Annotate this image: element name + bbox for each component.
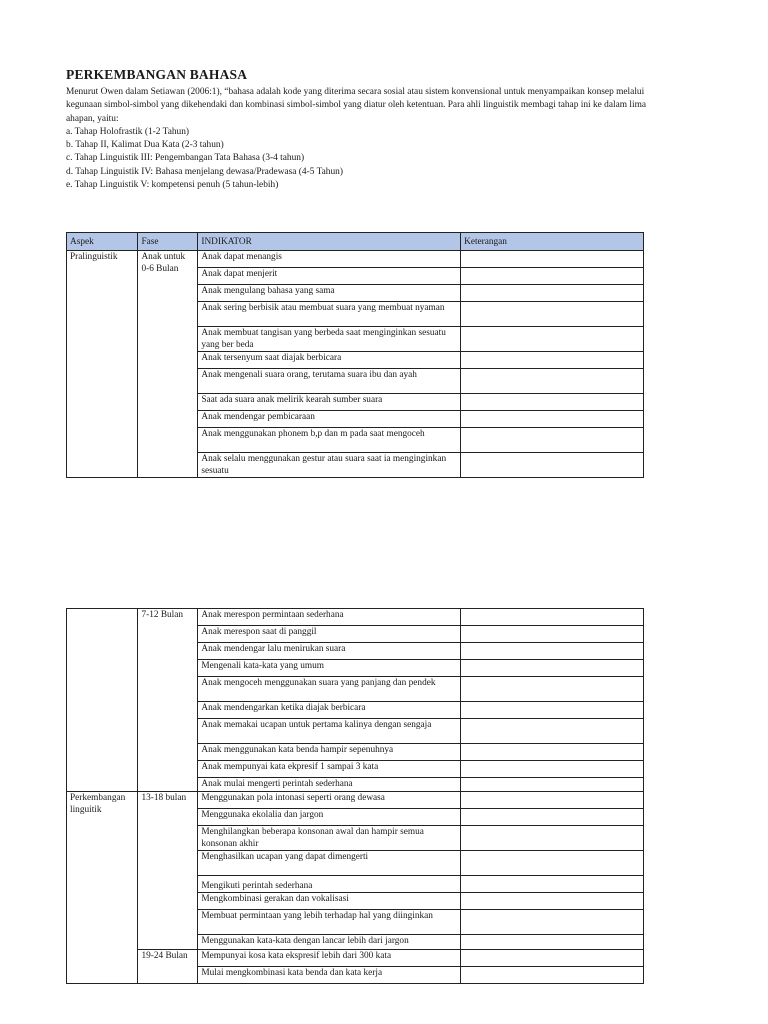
keterangan-cell[interactable] [461,394,644,411]
keterangan-cell[interactable] [461,453,644,478]
keterangan-cell[interactable] [461,677,644,702]
fase-cell: 7-12 Bulan [138,609,198,792]
keterangan-cell[interactable] [461,702,644,719]
indicator-cell: Anak sering berbisik atau membuat suara yang membuat nyaman [198,302,461,327]
indicator-cell: Anak merespon permintaan sederhana [198,609,461,626]
keterangan-cell[interactable] [461,950,644,967]
fase-cell: Anak untuk 0-6 Bulan [138,251,198,478]
keterangan-cell[interactable] [461,910,644,935]
stage-item: c. Tahap Linguistik III: Pengembangan Tata Bahasa (3-4 tahun) [66,153,305,164]
indicator-cell: Anak dapat menangis [198,251,461,268]
header-fase: Fase [138,233,198,251]
keterangan-cell[interactable] [461,809,644,826]
keterangan-cell[interactable] [461,268,644,285]
header-aspek: Aspek [67,233,138,251]
indicator-cell: Anak mendengar lalu menirukan suara [198,643,461,660]
stage-item: a. Tahap Holofrastik (1-2 Tahun) [66,126,190,137]
keterangan-cell[interactable] [461,643,644,660]
table-row [67,251,644,268]
fase-cell: 13-18 bulan [138,792,198,950]
keterangan-cell[interactable] [461,761,644,778]
keterangan-cell[interactable] [461,719,644,744]
keterangan-cell[interactable] [461,411,644,428]
keterangan-cell[interactable] [461,893,644,910]
keterangan-cell[interactable] [461,626,644,643]
stage-item: b. Tahap II, Kalimat Dua Kata (2-3 tahun) [66,140,224,151]
indicator-cell: Menggunakan kata-kata dengan lancar lebih dari jargon [198,935,461,950]
indicator-cell: Mulai mengkombinasi kata benda dan kata kerja [198,967,461,984]
page-title: PERKEMBANGAN BAHASA [66,67,248,82]
keterangan-cell[interactable] [461,609,644,626]
indicator-cell: Menghilangkan beberapa konsonan awal dan hampir semua konsonan akhir [198,826,461,851]
aspek-cell [67,609,138,792]
indicator-table-part-2 [66,608,644,984]
keterangan-cell[interactable] [461,778,644,792]
indicator-cell: Anak merespon saat di panggil [198,626,461,643]
aspek-cell: Perkembangan linguitik [67,792,138,984]
indicator-cell: Mengenali kata-kata yang umum [198,660,461,677]
indicator-cell: Anak mengoceh menggunakan suara yang panjang dan pendek [198,677,461,702]
keterangan-cell[interactable] [461,876,644,893]
keterangan-cell[interactable] [461,327,644,352]
indicator-cell: Anak mempunyai kata ekpresif 1 sampai 3 kata [198,761,461,778]
keterangan-cell[interactable] [461,302,644,327]
indicator-cell: Anak dapat menjerit [198,268,461,285]
table-row [67,609,644,626]
indicator-cell: Anak mulai mengerti perintah sederhana [198,778,461,792]
indicator-cell: Menggunaka ekolalia dan jargon [198,809,461,826]
indicator-cell: Mengikuti perintah sederhana [198,876,461,893]
indicator-cell: Membuat permintaan yang lebih terhadap hal yang diinginkan [198,910,461,935]
indicator-cell: Anak memakai ucapan untuk pertama kalinya dengan sengaja [198,719,461,744]
keterangan-cell[interactable] [461,285,644,302]
keterangan-cell[interactable] [461,428,644,453]
stage-item: d. Tahap Linguistik IV: Bahasa menjelang dewasa/Pradewasa (4-5 Tahun) [66,166,343,177]
indicator-cell: Anak tersenyum saat diajak berbicara [198,352,461,369]
indicator-cell: Saat ada suara anak melirik kearah sumber suara [198,394,461,411]
keterangan-cell[interactable] [461,251,644,268]
indicator-cell: Menghasilkan ucapan yang dapat dimengerti [198,851,461,876]
indicator-cell: Anak membuat tangisan yang berbeda saat menginginkan sesuatu yang ber beda [198,327,461,352]
indicator-cell: Mempunyai kosa kata ekspresif lebih dari 300 kata [198,950,461,967]
indicator-cell: Anak mengenali suara orang, terutama suara ibu dan ayah [198,369,461,394]
table-row [67,950,644,967]
intro-section [66,86,656,192]
keterangan-cell[interactable] [461,369,644,394]
table-header-row [67,233,644,251]
keterangan-cell[interactable] [461,744,644,761]
indicator-cell: Anak selalu menggunakan gestur atau suara saat ia menginginkan sesuatu [198,453,461,478]
keterangan-cell[interactable] [461,935,644,950]
intro-paragraph: Menurut Owen dalam Setiawan (2006:1), “bahasa adalah kode yang diterima secara sosial atau sistem konvensional untuk menyampaikan konsep melalui kegunaan simbol-simbol yang dikehendaki dan kombinasi simbol-simbol yang diatur oleh ketentuan. Para ahli linguistik membagi tahap ini ke dalam lima ahapan, yaitu: [66,87,647,124]
header-keterangan: Keterangan [461,233,644,251]
stage-item: e. Tahap Linguistik V: kompetensi penuh (5 tahun-lebih) [66,180,279,191]
indicator-cell: Menggunakan pola intonasi seperti orang dewasa [198,792,461,809]
aspek-cell: Pralinguistik [67,251,138,478]
keterangan-cell[interactable] [461,660,644,677]
table-row [67,792,644,809]
keterangan-cell[interactable] [461,967,644,984]
keterangan-cell[interactable] [461,352,644,369]
header-indikator: INDIKATOR [198,233,461,251]
indicator-cell: Anak mendengar pembicaraan [198,411,461,428]
indicator-cell: Anak mengulang bahasa yang sama [198,285,461,302]
fase-cell: 19-24 Bulan [138,950,198,984]
keterangan-cell[interactable] [461,851,644,876]
indicator-cell: Mengkombinasi gerakan dan vokalisasi [198,893,461,910]
keterangan-cell[interactable] [461,792,644,809]
indicator-table-part-1 [66,232,644,478]
indicator-cell: Anak menggunakan kata benda hampir sepenuhnya [198,744,461,761]
indicator-cell: Anak menggunakan phonem b,p dan m pada saat mengoceh [198,428,461,453]
keterangan-cell[interactable] [461,826,644,851]
indicator-cell: Anak mendengarkan ketika diajak berbicara [198,702,461,719]
